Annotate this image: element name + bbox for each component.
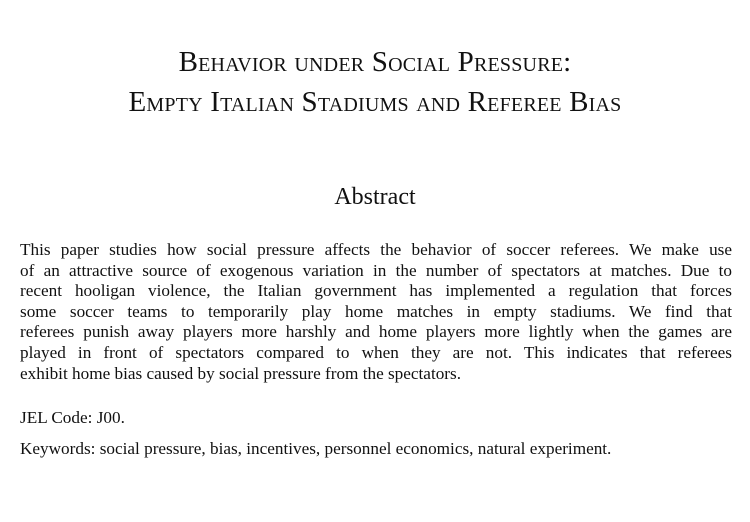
jel-code: JEL Code: J00. xyxy=(20,408,125,427)
keywords: Keywords: social pressure, bias, incentives, personnel economics, natural experiment. xyxy=(20,439,612,458)
paper-title-line-2: Empty Italian Stadiums and Referee Bias xyxy=(128,86,622,118)
abstract-body xyxy=(20,240,732,384)
paper-title-line-1: Behavior under Social Pressure: xyxy=(178,46,572,78)
abstract-line: some soccer teams to temporarily play home matches in empty stadiums. We find that xyxy=(20,301,732,321)
abstract-heading: Abstract xyxy=(334,184,416,210)
abstract-line: played in front of spectators compared to when they are not. This indicates that referees xyxy=(20,342,732,362)
abstract-line: recent hooligan violence, the Italian government has implemented a regulation that forces xyxy=(20,281,732,301)
abstract-line: This paper studies how social pressure affects the behavior of soccer referees. We make use xyxy=(20,240,732,259)
abstract-line: exhibit home bias caused by social pressure from the spectators. xyxy=(20,363,462,383)
abstract-line: of an attractive source of exogenous variation in the number of spectators at matches. Due to xyxy=(20,260,732,280)
abstract-line: referees punish away players more harshly and home players more lightly when the games are xyxy=(20,322,732,342)
